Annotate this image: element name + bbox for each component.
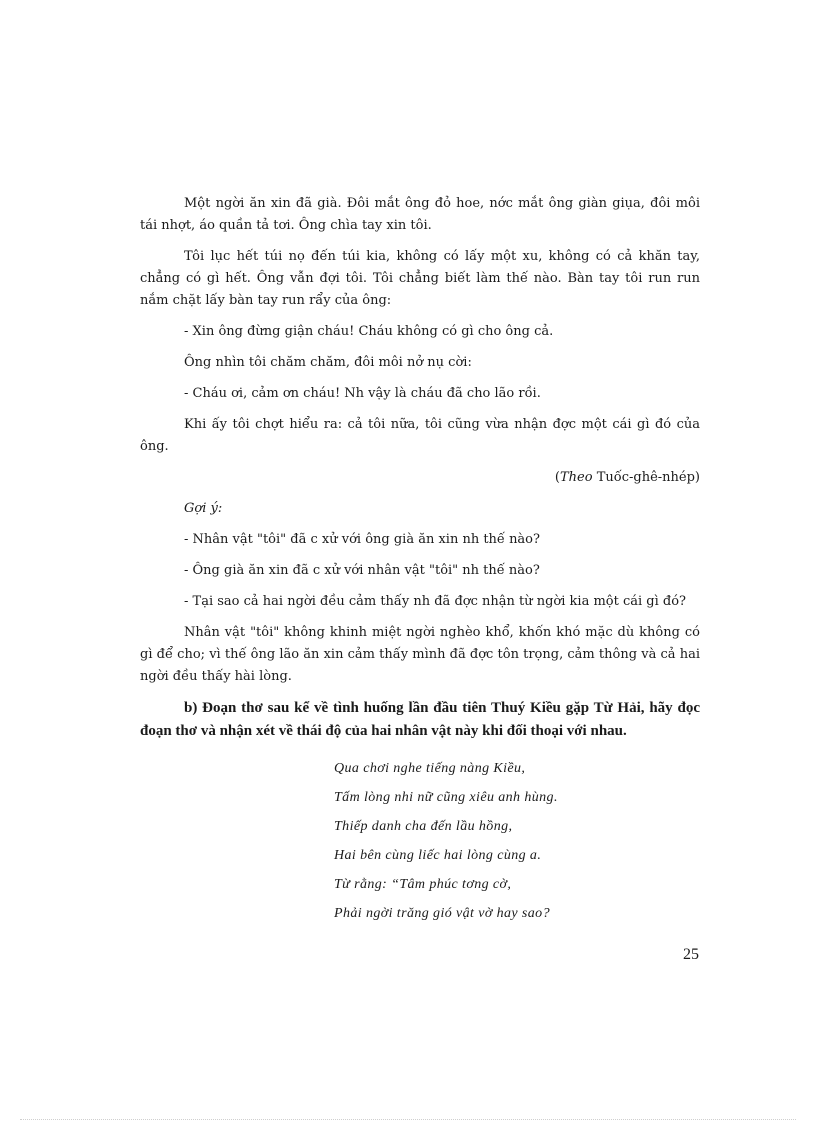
poem-line: Hai bên cùng liếc hai lòng cùng a. <box>334 848 542 863</box>
source-attribution: (Theo Tuốc-ghê-nhép) <box>554 470 700 485</box>
dialogue-line: - Cháu ơi, cảm ơn cháu! Nh vậy là cháu đã cho lão rồi. <box>184 386 541 401</box>
question-item: - Tại sao cả hai ngời đều cảm thấy nh đã đợc nhận từ ngời kia một cái gì đó? <box>184 594 687 609</box>
story-paragraph: Một ngời ăn xin đã già. Đôi mắt ông đỏ hoe, nớc mắt ông giàn giụa, đôi môi tái nhợt, áo quần tả tơi. Ông chìa tay xin tôi. <box>140 196 700 233</box>
bottom-divider <box>20 1119 796 1120</box>
task-b-heading: b) Đoạn thơ sau kể về tình huống lần đầu tiên Thuý Kiều gặp Từ Hải, hãy đọc đoạn thơ và nhận xét về thái độ của hai nhân vật này khi đối thoại với nhau. <box>140 700 700 739</box>
story-paragraph: Tôi lục hết túi nọ đến túi kia, không có lấy một xu, không có cả khăn tay, chẳng có gì hết. Ông vẫn đợi tôi. Tôi chẳng biết làm thế nào. Bàn tay tôi run run nắm chặt lấy bàn tay run rẩy của ông: <box>140 249 700 308</box>
question-item: - Ông già ăn xin đã c xử với nhân vật "tôi" nh thế nào? <box>184 563 540 578</box>
source-author: Tuốc-ghê-nhép) <box>592 470 700 485</box>
poem-line: Tấm lòng nhi nữ cũng xiêu anh hùng. <box>334 790 558 805</box>
poem-line: Qua chơi nghe tiếng nàng Kiều, <box>334 761 526 776</box>
page-content <box>140 193 700 931</box>
poem-line: Thiếp danh cha đến lầu hồng, <box>334 819 513 834</box>
dialogue-line: - Xin ông đừng giận cháu! Cháu không có gì cho ông cả. <box>184 324 554 339</box>
question-item: - Nhân vật "tôi" đã c xử với ông già ăn xin nh thế nào? <box>184 532 540 547</box>
story-paragraph: Khi ấy tôi chợt hiểu ra: cả tôi nữa, tôi cũng vừa nhận đợc một cái gì đó của ông. <box>140 417 700 454</box>
story-paragraph: Ông nhìn tôi chăm chăm, đôi môi nở nụ cời: <box>184 355 472 370</box>
poem <box>334 757 700 925</box>
poem-line: Phải ngời trăng gió vật vờ hay sao? <box>334 906 550 921</box>
poem-line: Từ rằng: “Tâm phúc tơng cờ, <box>334 877 512 892</box>
hint-label: Gợi ý: <box>184 501 223 516</box>
page-number: 25 <box>683 946 699 963</box>
source-label: Theo <box>560 470 593 485</box>
answer-paragraph: Nhân vật "tôi" không khinh miệt ngời nghèo khổ, khốn khó mặc dù không có gì để cho; vì thế ông lão ăn xin cảm thấy mình đã đợc tôn trọng, cảm thông và cả hai ngời đều thấy hài lòng. <box>140 625 700 684</box>
